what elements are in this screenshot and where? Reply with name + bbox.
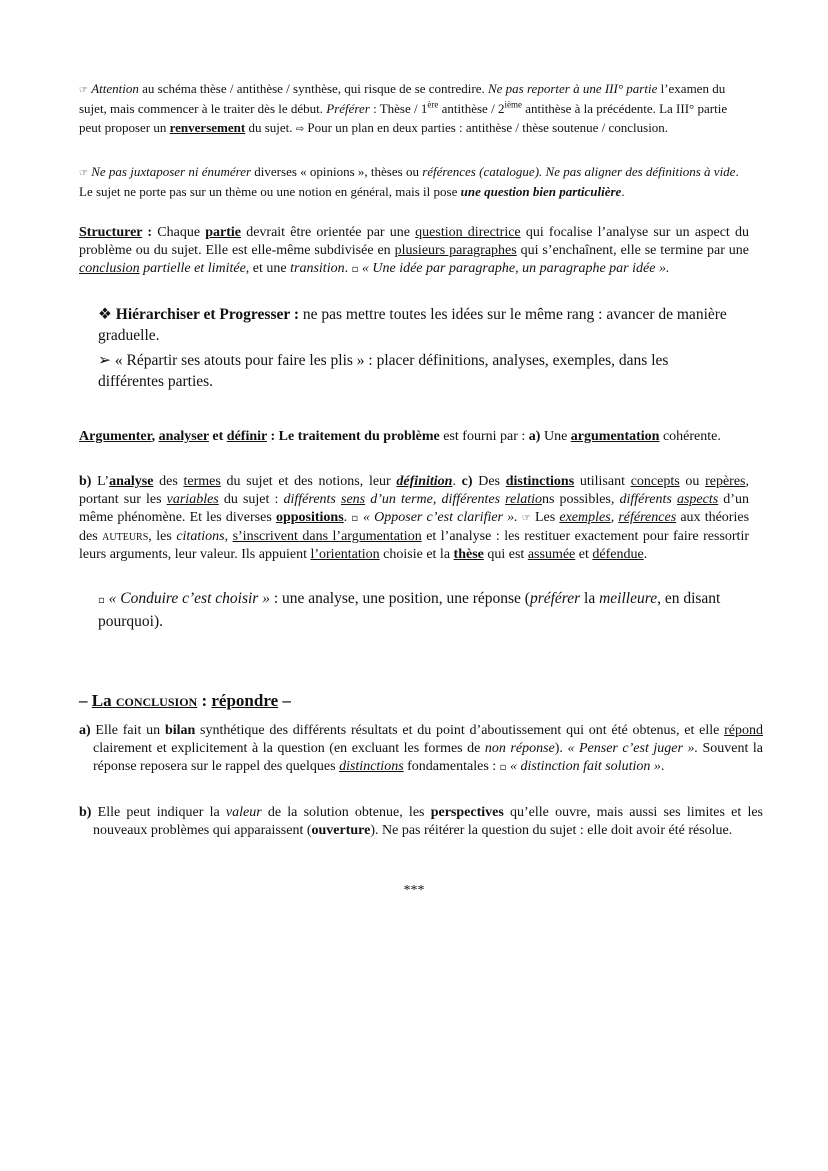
square-bullet-icon: ▫ <box>351 513 359 524</box>
pointer-icon: ☞ <box>521 513 531 524</box>
repartir-paragraph: ➢ « Répartir ses atouts pour faire les plis » : placer définitions, analyses, exemples, dans les différentes parties. <box>98 352 669 390</box>
arrow-icon: ⇨ <box>295 123 305 135</box>
pointer-icon: ☞ <box>79 85 88 96</box>
argumenter-paragraph: Argumenter, analyser et définir : Le traitement du problème est fourni par : a) Une argumentation cohérente. <box>79 429 721 444</box>
hierarchiser-paragraph: ❖ Hiérarchiser et Progresser : ne pas mettre toutes les idées sur le même rang : avancer de manière graduelle. <box>98 306 727 344</box>
square-bullet-icon: ▫ <box>499 762 507 773</box>
square-bullet-icon: ▫ <box>98 595 105 606</box>
structurer-paragraph: Structurer : Chaque partie devrait être orientée par une question directrice qui focalise l’analyse sur un aspect du problème ou du sujet. Elle est elle-même subdivisée en plusieurs paragraphes qui s’enchaînent, elle se termine par une conclusion partielle et limitée, et une transition. ▫ « Une idée par paragraphe, un paragraphe par idée ». <box>79 225 750 276</box>
juxtapose-paragraph: ☞ Ne pas juxtaposer ni énumérer diverses « opinions », thèses ou références (catalogue). Ne pas aligner des définitions à vide. Le sujet ne porte pas sur un thème ou une notion en général, mais il pose une question bien particulière. <box>79 164 739 200</box>
square-bullet-icon: ▫ <box>351 264 359 275</box>
section-separator: *** <box>403 883 425 898</box>
chevron-bullet-icon: ➢ <box>98 352 111 369</box>
attention-paragraph: ☞ Attention au schéma thèse / antithèse / synthèse, qui risque de se contredire. Ne pas reporter à une III° partie l’examen du sujet, mais commencer à le traiter dès le début. Préférer : Thèse / 1ère antithèse / 2ième antithèse à la précédente. La III° partie peut proposer un renversement du sujet. ⇨ Pour un plan en deux parties : antithèse / thèse soutenue / conclusion. <box>79 81 728 135</box>
analyse-paragraph: b) L’analyse des termes du sujet et des notions, leur définition. c) Des distinctions utilisant concepts ou repères, portant sur les variables du sujet : différents sens d’un terme, différentes relations possibles, différents aspects d’un même phénomène. Et les diverses oppositions. ▫ « Opposer c’est clarifier ». ☞ Les exemples, références aux théories des auteurs, les citations, s’inscrivent dans l’argumentation et l’analyse : les restituer exactement pour faire ressortir leurs arguments, leur valeur. Ils appuient l’orientation choisie et la thèse qui est assumée et défendue. <box>79 474 750 562</box>
conclusion-heading: – La conclusion : répondre – <box>79 691 291 710</box>
conduire-paragraph: ▫ « Conduire c’est choisir » : une analyse, une position, une réponse (préférer la meilleure, en disant pourquoi). <box>98 590 721 630</box>
diamond-bullet-icon: ❖ <box>98 306 112 323</box>
pointer-icon: ☞ <box>79 168 88 179</box>
conclusion-b-paragraph: b) Elle peut indiquer la valeur de la solution obtenue, les perspectives qu’elle ouvre, mais aussi ses limites et les nouveaux problèmes qui apparaissent (ouverture). Ne pas réitérer la question du sujet : elle doit avoir été résolue. <box>79 805 763 838</box>
conclusion-a-paragraph: a) Elle fait un bilan synthétique des différents résultats et du point d’aboutissement qui ont été obtenus, et elle répond clairement et explicitement à la question (en excluant les formes de non réponse). « Penser c’est juger ». Souvent la réponse reposera sur le rappel des quelques distinctions fondamentales : ▫ « distinction fait solution ». <box>79 723 764 774</box>
